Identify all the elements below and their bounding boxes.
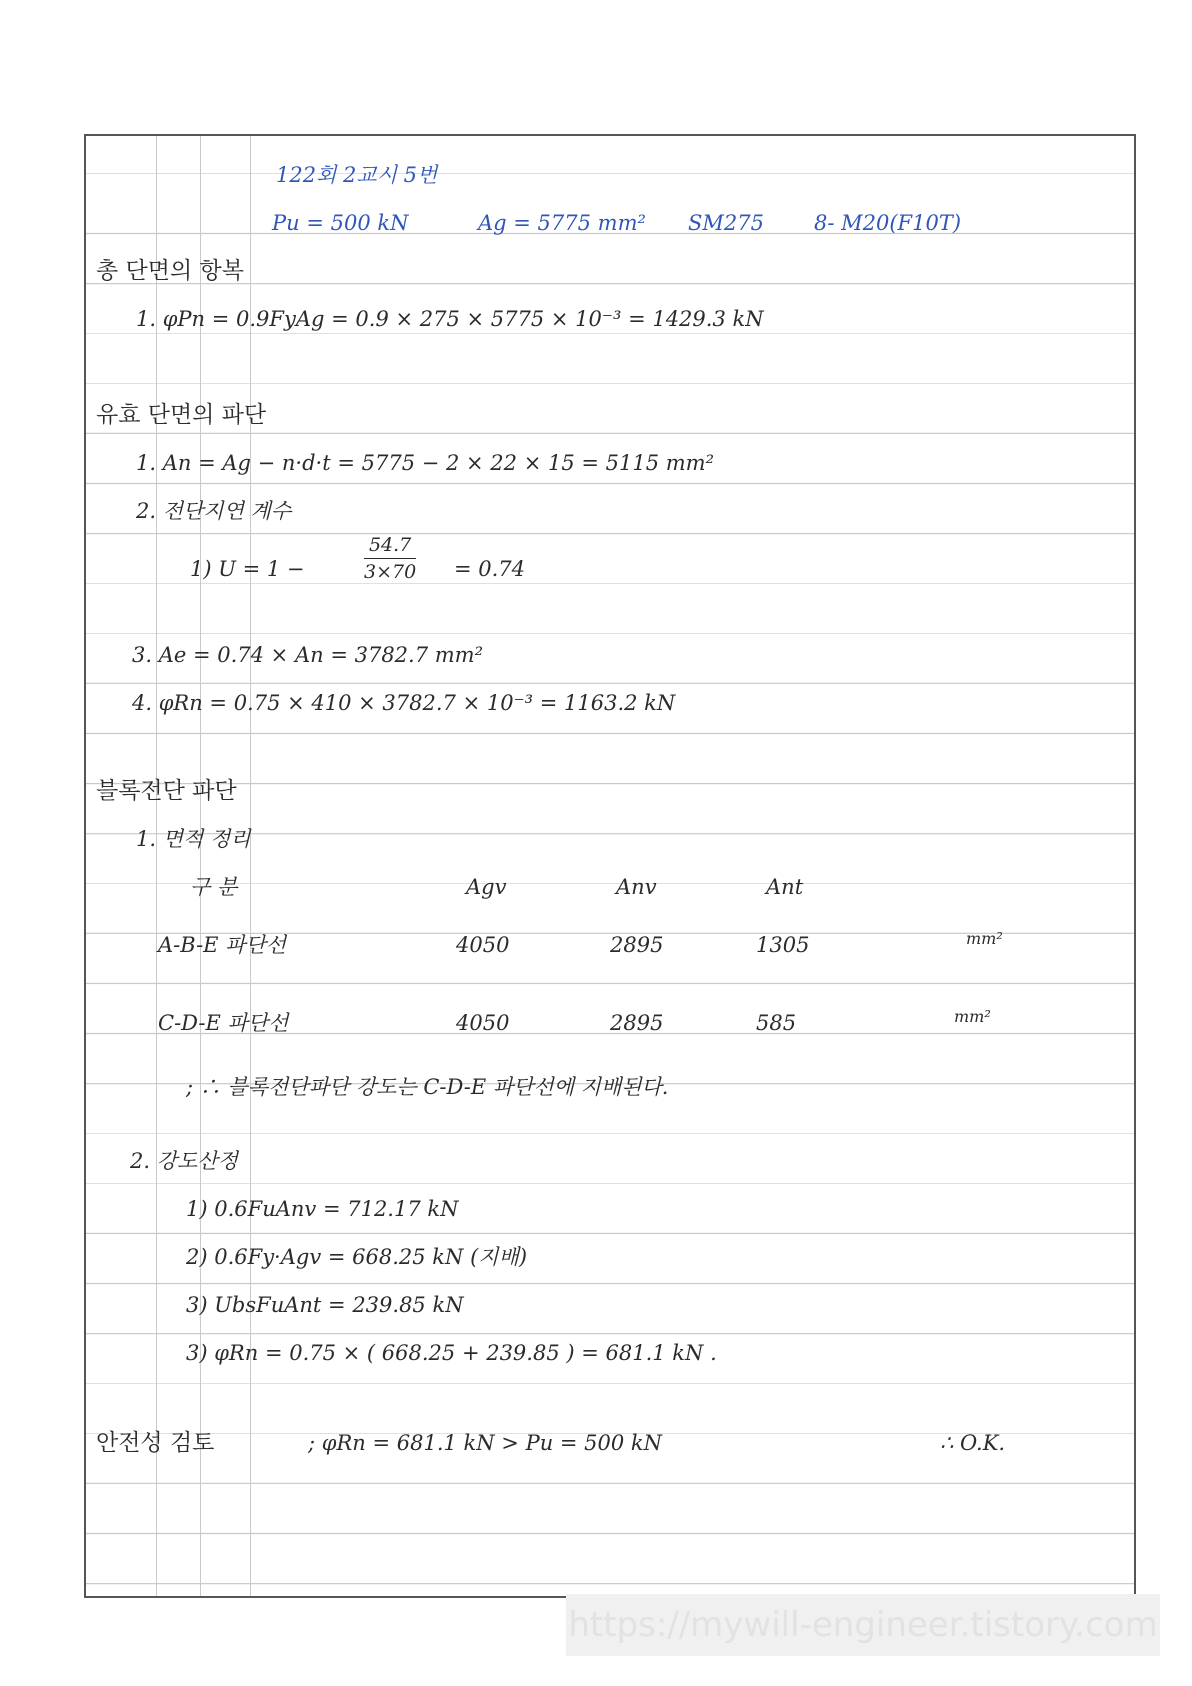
shear-lag-prefix: 1) U = 1 − [190,557,305,581]
strength-line: 1) 0.6FuAnv = 712.17 kN [186,1197,459,1221]
row-anv: 2895 [610,1011,664,1035]
shear-lag-result: = 0.74 [454,557,526,581]
given-steel: SM275 [688,211,764,235]
row-path: C-D-E 파단선 [158,1011,289,1035]
table-header-ant: Ant [766,875,804,899]
strength-line: 3) φRn = 0.75 × ( 668.25 + 239.85 ) = 681.1 kN . [186,1341,717,1365]
row-ant: 1305 [756,933,810,957]
formula-line: 1. An = Ag − n·d·t = 5775 − 2 × 22 × 15 = 5115 mm² [136,451,715,475]
section-title-gross-yield: 총 단면의 항복 [96,258,244,284]
formula-line: 1. φPn = 0.9FyAg = 0.9 × 275 × 5775 × 10⁻³ = 1429.3 kN [136,307,764,331]
row-unit: mm² [966,929,1003,948]
row-agv: 4050 [456,933,510,957]
row-path: A-B-E 파단선 [158,933,287,957]
margin-line [156,136,157,1596]
formula-line: 4. φRn = 0.75 × 410 × 3782.7 × 10⁻³ = 1163.2 kN [132,691,676,715]
fraction-denominator: 3×70 [364,561,417,583]
section-title-block-shear: 블록전단 파단 [96,778,237,804]
table-header-anv: Anv [616,875,657,899]
fraction-numerator: 54.7 [364,534,416,559]
formula-line: 3. Ae = 0.74 × An = 3782.7 mm² [132,643,483,667]
notebook-sheet [84,134,1136,1598]
safety-check: ; φRn = 681.1 kN > Pu = 500 kN [308,1431,663,1455]
row-ant: 585 [756,1011,797,1035]
safety-result: ∴ O.K. [940,1431,1006,1455]
table-header-division: 구 분 [190,875,238,899]
row-agv: 4050 [456,1011,510,1035]
section-title-safety: 안전성 검토 [96,1430,215,1456]
section-title-net-fracture: 유효 단면의 파단 [96,402,267,428]
area-summary-title: 1. 면적 정리 [136,827,251,851]
strength-line: 3) UbsFuAnt = 239.85 kN [186,1293,464,1317]
shear-lag-fraction [364,534,416,583]
formula-line: 2. 전단지연 계수 [136,499,292,523]
strength-title: 2. 강도산정 [130,1149,238,1173]
problem-title: 122회 2교시 5번 [276,163,438,187]
margin-line [250,136,251,1596]
given-area: Ag = 5775 mm² [478,211,646,235]
block-shear-conclusion: ; ∴ 블록전단파단 강도는 C-D-E 파단선에 지배된다. [186,1075,669,1099]
row-unit: mm² [954,1007,991,1026]
margin-line [200,136,201,1596]
strength-line: 2) 0.6Fy·Agv = 668.25 kN (지배) [186,1245,528,1269]
given-load: Pu = 500 kN [272,211,409,235]
row-anv: 2895 [610,933,664,957]
watermark: https://mywill-engineer.tistory.com [566,1594,1160,1656]
given-bolts: 8- M20(F10T) [814,211,962,235]
table-header-agv: Agv [466,875,507,899]
